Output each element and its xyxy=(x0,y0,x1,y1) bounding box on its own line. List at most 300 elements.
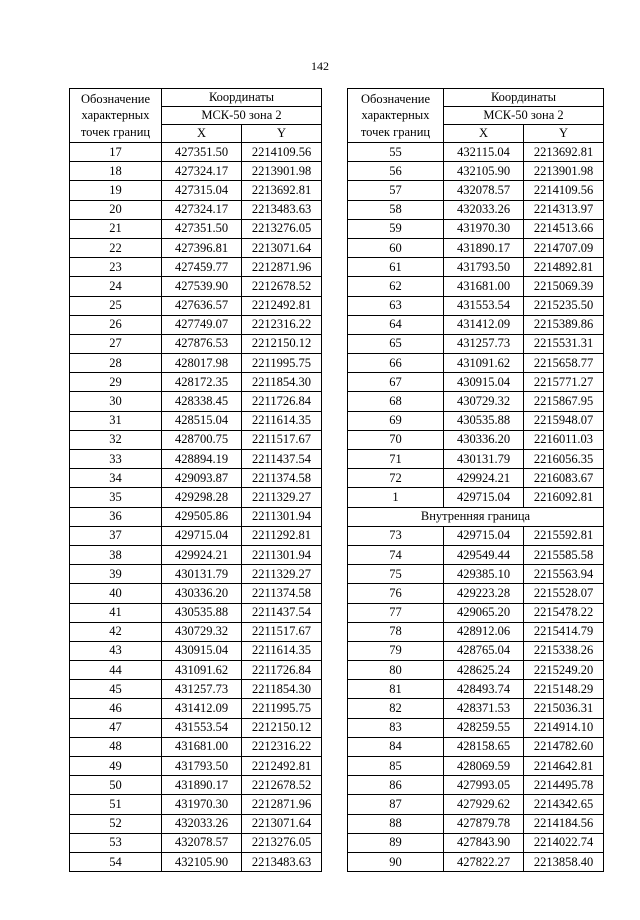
table-row xyxy=(70,507,322,526)
x-coordinate-cell: 429549.44 xyxy=(444,545,524,564)
table-row xyxy=(70,757,322,776)
point-number-cell: 46 xyxy=(70,699,162,718)
x-coordinate-cell: 429505.86 xyxy=(162,507,242,526)
x-coordinate-cell: 430131.79 xyxy=(162,565,242,584)
point-number-cell: 74 xyxy=(348,545,444,564)
y-coordinate-cell: 2214313.97 xyxy=(524,200,604,219)
y-coordinate-cell: 2211292.81 xyxy=(242,526,322,545)
point-number-cell: 79 xyxy=(348,641,444,660)
y-coordinate-cell: 2211374.58 xyxy=(242,469,322,488)
point-number-cell: 36 xyxy=(70,507,162,526)
point-number-cell: 26 xyxy=(70,315,162,334)
y-coordinate-cell: 2212150.12 xyxy=(242,334,322,353)
table-row xyxy=(70,545,322,564)
point-number-cell: 1 xyxy=(348,488,444,507)
point-number-cell: 64 xyxy=(348,315,444,334)
point-number-cell: 45 xyxy=(70,680,162,699)
x-column-header: X xyxy=(162,125,242,143)
y-coordinate-cell: 2213276.05 xyxy=(242,219,322,238)
table-row xyxy=(70,334,322,353)
x-coordinate-cell: 429924.21 xyxy=(162,545,242,564)
point-number-cell: 40 xyxy=(70,584,162,603)
x-coordinate-cell: 427351.50 xyxy=(162,143,242,162)
y-coordinate-cell: 2213071.64 xyxy=(242,238,322,257)
point-number-cell: 87 xyxy=(348,795,444,814)
point-number-cell: 71 xyxy=(348,450,444,469)
y-coordinate-cell: 2215478.22 xyxy=(524,603,604,622)
point-number-cell: 30 xyxy=(70,392,162,411)
y-coordinate-cell: 2213483.63 xyxy=(242,200,322,219)
table-row xyxy=(348,814,604,833)
point-number-cell: 78 xyxy=(348,622,444,641)
y-coordinate-cell: 2214109.56 xyxy=(242,143,322,162)
table-row xyxy=(70,852,322,871)
point-number-cell: 67 xyxy=(348,373,444,392)
x-coordinate-cell: 430336.20 xyxy=(162,584,242,603)
x-coordinate-cell: 428172.35 xyxy=(162,373,242,392)
table-row xyxy=(70,143,322,162)
table-row xyxy=(348,277,604,296)
x-coordinate-cell: 432033.26 xyxy=(444,200,524,219)
y-coordinate-cell: 2213692.81 xyxy=(242,181,322,200)
point-number-cell: 55 xyxy=(348,143,444,162)
y-coordinate-cell: 2215531.31 xyxy=(524,334,604,353)
table-row xyxy=(70,661,322,680)
x-coordinate-cell: 429715.04 xyxy=(444,488,524,507)
x-coordinate-cell: 429385.10 xyxy=(444,565,524,584)
point-number-cell: 56 xyxy=(348,162,444,181)
x-coordinate-cell: 431257.73 xyxy=(162,680,242,699)
table-row xyxy=(348,450,604,469)
table-row xyxy=(348,200,604,219)
point-number-cell: 19 xyxy=(70,181,162,200)
y-coordinate-cell: 2215658.77 xyxy=(524,354,604,373)
y-coordinate-cell: 2215867.95 xyxy=(524,392,604,411)
point-number-cell: 85 xyxy=(348,757,444,776)
y-coordinate-cell: 2216011.03 xyxy=(524,430,604,449)
y-coordinate-cell: 2211301.94 xyxy=(242,545,322,564)
header-line: характерных xyxy=(81,108,150,123)
point-number-cell: 28 xyxy=(70,354,162,373)
y-coordinate-cell: 2211854.30 xyxy=(242,373,322,392)
table-row xyxy=(70,526,322,545)
table-row xyxy=(70,795,322,814)
y-coordinate-cell: 2215414.79 xyxy=(524,622,604,641)
table-row xyxy=(70,680,322,699)
y-column-header: Y xyxy=(524,125,604,143)
y-coordinate-cell: 2214782.60 xyxy=(524,737,604,756)
y-coordinate-cell: 2215585.58 xyxy=(524,545,604,564)
table-row xyxy=(70,622,322,641)
right-table-body xyxy=(348,89,604,872)
point-number-cell: 51 xyxy=(70,795,162,814)
x-coordinate-cell: 427324.17 xyxy=(162,162,242,181)
y-coordinate-cell: 2212492.81 xyxy=(242,757,322,776)
x-coordinate-cell: 430729.32 xyxy=(162,622,242,641)
table-row xyxy=(348,622,604,641)
x-coordinate-cell: 427822.27 xyxy=(444,852,524,871)
x-coordinate-cell: 428894.19 xyxy=(162,450,242,469)
table-row xyxy=(348,296,604,315)
coordinates-header: Координаты xyxy=(444,89,604,107)
table-row xyxy=(348,852,604,871)
point-number-cell: 54 xyxy=(70,852,162,871)
point-number-cell: 44 xyxy=(70,661,162,680)
y-coordinate-cell: 2211329.27 xyxy=(242,565,322,584)
point-number-cell: 32 xyxy=(70,430,162,449)
table-row xyxy=(70,833,322,852)
x-coordinate-cell: 432078.57 xyxy=(162,833,242,852)
point-number-cell: 80 xyxy=(348,661,444,680)
point-number-cell: 20 xyxy=(70,200,162,219)
y-coordinate-cell: 2215528.07 xyxy=(524,584,604,603)
point-number-cell: 89 xyxy=(348,833,444,852)
x-coordinate-cell: 429093.87 xyxy=(162,469,242,488)
table-row xyxy=(348,334,604,353)
x-coordinate-cell: 431890.17 xyxy=(162,776,242,795)
table-row xyxy=(348,219,604,238)
table-row xyxy=(348,354,604,373)
x-coordinate-cell: 430915.04 xyxy=(162,641,242,660)
table-row xyxy=(70,296,322,315)
y-coordinate-cell: 2215948.07 xyxy=(524,411,604,430)
point-number-cell: 84 xyxy=(348,737,444,756)
point-number-cell: 21 xyxy=(70,219,162,238)
x-coordinate-cell: 428625.24 xyxy=(444,661,524,680)
x-coordinate-cell: 428371.53 xyxy=(444,699,524,718)
x-coordinate-cell: 430915.04 xyxy=(444,373,524,392)
x-coordinate-cell: 427539.90 xyxy=(162,277,242,296)
point-number-cell: 59 xyxy=(348,219,444,238)
header-row xyxy=(70,89,322,107)
x-coordinate-cell: 428765.04 xyxy=(444,641,524,660)
y-coordinate-cell: 2211995.75 xyxy=(242,699,322,718)
point-number-cell: 70 xyxy=(348,430,444,449)
table-row xyxy=(70,277,322,296)
point-number-cell: 60 xyxy=(348,238,444,257)
table-row xyxy=(70,200,322,219)
table-row xyxy=(70,776,322,795)
table-row xyxy=(70,181,322,200)
point-number-cell: 39 xyxy=(70,565,162,584)
point-number-cell: 52 xyxy=(70,814,162,833)
table-row xyxy=(348,392,604,411)
y-coordinate-cell: 2212150.12 xyxy=(242,718,322,737)
y-coordinate-cell: 2213071.64 xyxy=(242,814,322,833)
y-coordinate-cell: 2211329.27 xyxy=(242,488,322,507)
x-coordinate-cell: 430535.88 xyxy=(162,603,242,622)
y-coordinate-cell: 2215235.50 xyxy=(524,296,604,315)
x-coordinate-cell: 428259.55 xyxy=(444,718,524,737)
point-number-cell: 48 xyxy=(70,737,162,756)
table-row xyxy=(348,603,604,622)
table-row xyxy=(348,315,604,334)
point-number-cell: 34 xyxy=(70,469,162,488)
y-coordinate-cell: 2211301.94 xyxy=(242,507,322,526)
y-coordinate-cell: 2214022.74 xyxy=(524,833,604,852)
table-row xyxy=(70,238,322,257)
table-row xyxy=(70,718,322,737)
point-number-cell: 27 xyxy=(70,334,162,353)
point-number-cell: 53 xyxy=(70,833,162,852)
table-row xyxy=(348,699,604,718)
table-row xyxy=(348,258,604,277)
y-coordinate-cell: 2212492.81 xyxy=(242,296,322,315)
left-table-body xyxy=(70,89,322,872)
inner-boundary-label: Внутренняя граница xyxy=(348,507,604,526)
table-row xyxy=(70,354,322,373)
x-coordinate-cell: 427749.07 xyxy=(162,315,242,334)
y-coordinate-cell: 2213858.40 xyxy=(524,852,604,871)
point-number-cell: 69 xyxy=(348,411,444,430)
point-number-cell: 50 xyxy=(70,776,162,795)
table-row xyxy=(348,181,604,200)
y-coordinate-cell: 2214342.65 xyxy=(524,795,604,814)
x-coordinate-cell: 429065.20 xyxy=(444,603,524,622)
y-coordinate-cell: 2215249.20 xyxy=(524,661,604,680)
point-number-cell: 42 xyxy=(70,622,162,641)
table-row xyxy=(348,238,604,257)
x-coordinate-cell: 430336.20 xyxy=(444,430,524,449)
point-number-cell: 24 xyxy=(70,277,162,296)
point-number-cell: 35 xyxy=(70,488,162,507)
y-coordinate-cell: 2214109.56 xyxy=(524,181,604,200)
y-coordinate-cell: 2216092.81 xyxy=(524,488,604,507)
x-coordinate-cell: 431890.17 xyxy=(444,238,524,257)
header-line: точек границ xyxy=(80,124,151,139)
table-row xyxy=(348,584,604,603)
y-coordinate-cell: 2214513.66 xyxy=(524,219,604,238)
y-coordinate-cell: 2215563.94 xyxy=(524,565,604,584)
y-coordinate-cell: 2211614.35 xyxy=(242,411,322,430)
table-row xyxy=(348,661,604,680)
point-number-cell: 22 xyxy=(70,238,162,257)
y-coordinate-cell: 2213692.81 xyxy=(524,143,604,162)
x-coordinate-cell: 431970.30 xyxy=(162,795,242,814)
point-number-cell: 37 xyxy=(70,526,162,545)
x-coordinate-cell: 427993.05 xyxy=(444,776,524,795)
y-coordinate-cell: 2213483.63 xyxy=(242,852,322,871)
point-designation-header xyxy=(348,89,444,143)
coordinates-header: Координаты xyxy=(162,89,322,107)
table-row xyxy=(348,718,604,737)
point-number-cell: 41 xyxy=(70,603,162,622)
x-coordinate-cell: 428493.74 xyxy=(444,680,524,699)
table-row xyxy=(70,219,322,238)
coordinates-table-right xyxy=(347,88,604,872)
x-coordinate-cell: 430131.79 xyxy=(444,450,524,469)
table-row xyxy=(348,641,604,660)
point-number-cell: 61 xyxy=(348,258,444,277)
x-coordinate-cell: 427879.78 xyxy=(444,814,524,833)
inner-boundary-row xyxy=(348,507,604,526)
table-row xyxy=(348,545,604,564)
x-coordinate-cell: 432105.90 xyxy=(444,162,524,181)
x-coordinate-cell: 429223.28 xyxy=(444,584,524,603)
y-coordinate-cell: 2211854.30 xyxy=(242,680,322,699)
y-coordinate-cell: 2215036.31 xyxy=(524,699,604,718)
x-coordinate-cell: 431412.09 xyxy=(162,699,242,718)
x-coordinate-cell: 427351.50 xyxy=(162,219,242,238)
y-coordinate-cell: 2215771.27 xyxy=(524,373,604,392)
x-coordinate-cell: 432078.57 xyxy=(444,181,524,200)
x-coordinate-cell: 431793.50 xyxy=(444,258,524,277)
coordinates-table-left xyxy=(69,88,322,872)
point-number-cell: 77 xyxy=(348,603,444,622)
y-coordinate-cell: 2212871.96 xyxy=(242,795,322,814)
x-coordinate-cell: 431793.50 xyxy=(162,757,242,776)
y-coordinate-cell: 2214914.10 xyxy=(524,718,604,737)
table-row xyxy=(348,430,604,449)
x-coordinate-cell: 428912.06 xyxy=(444,622,524,641)
table-row xyxy=(70,584,322,603)
y-coordinate-cell: 2215148.29 xyxy=(524,680,604,699)
x-coordinate-cell: 431257.73 xyxy=(444,334,524,353)
point-number-cell: 29 xyxy=(70,373,162,392)
x-coordinate-cell: 428515.04 xyxy=(162,411,242,430)
y-coordinate-cell: 2211726.84 xyxy=(242,392,322,411)
point-number-cell: 47 xyxy=(70,718,162,737)
coordinate-system-header: МСК-50 зона 2 xyxy=(162,107,322,125)
point-number-cell: 43 xyxy=(70,641,162,660)
x-coordinate-cell: 430729.32 xyxy=(444,392,524,411)
y-coordinate-cell: 2212316.22 xyxy=(242,737,322,756)
point-number-cell: 72 xyxy=(348,469,444,488)
x-column-header: X xyxy=(444,125,524,143)
coordinate-system-header: МСК-50 зона 2 xyxy=(444,107,604,125)
y-coordinate-cell: 2211517.67 xyxy=(242,622,322,641)
table-row xyxy=(70,315,322,334)
x-coordinate-cell: 431553.54 xyxy=(444,296,524,315)
x-coordinate-cell: 428069.59 xyxy=(444,757,524,776)
x-coordinate-cell: 427876.53 xyxy=(162,334,242,353)
table-row xyxy=(348,143,604,162)
y-coordinate-cell: 2214184.56 xyxy=(524,814,604,833)
point-number-cell: 76 xyxy=(348,584,444,603)
table-row xyxy=(348,488,604,507)
point-number-cell: 49 xyxy=(70,757,162,776)
point-number-cell: 33 xyxy=(70,450,162,469)
point-number-cell: 23 xyxy=(70,258,162,277)
header-line: характерных xyxy=(361,108,430,123)
y-coordinate-cell: 2213901.98 xyxy=(242,162,322,181)
table-row xyxy=(348,833,604,852)
x-coordinate-cell: 427459.77 xyxy=(162,258,242,277)
point-number-cell: 63 xyxy=(348,296,444,315)
table-row xyxy=(348,737,604,756)
table-row xyxy=(70,373,322,392)
table-row xyxy=(348,469,604,488)
x-coordinate-cell: 431970.30 xyxy=(444,219,524,238)
x-coordinate-cell: 428338.45 xyxy=(162,392,242,411)
y-coordinate-cell: 2212678.52 xyxy=(242,776,322,795)
table-row xyxy=(70,488,322,507)
x-coordinate-cell: 429298.28 xyxy=(162,488,242,507)
y-column-header: Y xyxy=(242,125,322,143)
x-coordinate-cell: 431681.00 xyxy=(444,277,524,296)
x-coordinate-cell: 431681.00 xyxy=(162,737,242,756)
x-coordinate-cell: 427843.90 xyxy=(444,833,524,852)
y-coordinate-cell: 2215069.39 xyxy=(524,277,604,296)
y-coordinate-cell: 2216083.67 xyxy=(524,469,604,488)
x-coordinate-cell: 428017.98 xyxy=(162,354,242,373)
table-row xyxy=(70,737,322,756)
y-coordinate-cell: 2212678.52 xyxy=(242,277,322,296)
point-number-cell: 38 xyxy=(70,545,162,564)
y-coordinate-cell: 2213276.05 xyxy=(242,833,322,852)
point-designation-header xyxy=(70,89,162,143)
y-coordinate-cell: 2215338.26 xyxy=(524,641,604,660)
y-coordinate-cell: 2211517.67 xyxy=(242,430,322,449)
table-row xyxy=(348,526,604,545)
y-coordinate-cell: 2214707.09 xyxy=(524,238,604,257)
point-number-cell: 82 xyxy=(348,699,444,718)
table-row xyxy=(348,680,604,699)
x-coordinate-cell: 427636.57 xyxy=(162,296,242,315)
header-line: Обозначение xyxy=(80,91,151,106)
table-row xyxy=(70,430,322,449)
table-row xyxy=(348,565,604,584)
x-coordinate-cell: 431091.62 xyxy=(162,661,242,680)
point-number-cell: 81 xyxy=(348,680,444,699)
table-row xyxy=(70,469,322,488)
point-number-cell: 90 xyxy=(348,852,444,871)
table-row xyxy=(70,641,322,660)
x-coordinate-cell: 429715.04 xyxy=(162,526,242,545)
x-coordinate-cell: 429924.21 xyxy=(444,469,524,488)
point-number-cell: 31 xyxy=(70,411,162,430)
page-number: 142 xyxy=(311,59,329,73)
point-number-cell: 88 xyxy=(348,814,444,833)
table-row xyxy=(70,565,322,584)
x-coordinate-cell: 432033.26 xyxy=(162,814,242,833)
table-row xyxy=(70,814,322,833)
y-coordinate-cell: 2211437.54 xyxy=(242,603,322,622)
table-row xyxy=(70,411,322,430)
table-row xyxy=(70,699,322,718)
x-coordinate-cell: 430535.88 xyxy=(444,411,524,430)
y-coordinate-cell: 2211995.75 xyxy=(242,354,322,373)
table-row xyxy=(70,450,322,469)
y-coordinate-cell: 2212871.96 xyxy=(242,258,322,277)
header-row xyxy=(348,89,604,107)
point-number-cell: 25 xyxy=(70,296,162,315)
y-coordinate-cell: 2212316.22 xyxy=(242,315,322,334)
point-number-cell: 18 xyxy=(70,162,162,181)
y-coordinate-cell: 2211614.35 xyxy=(242,641,322,660)
point-number-cell: 68 xyxy=(348,392,444,411)
y-coordinate-cell: 2211726.84 xyxy=(242,661,322,680)
table-row xyxy=(348,411,604,430)
point-number-cell: 65 xyxy=(348,334,444,353)
point-number-cell: 75 xyxy=(348,565,444,584)
table-row xyxy=(70,258,322,277)
y-coordinate-cell: 2214642.81 xyxy=(524,757,604,776)
x-coordinate-cell: 429715.04 xyxy=(444,526,524,545)
x-coordinate-cell: 431412.09 xyxy=(444,315,524,334)
table-row xyxy=(70,603,322,622)
table-row xyxy=(70,392,322,411)
x-coordinate-cell: 427315.04 xyxy=(162,181,242,200)
y-coordinate-cell: 2215389.86 xyxy=(524,315,604,334)
y-coordinate-cell: 2211437.54 xyxy=(242,450,322,469)
y-coordinate-cell: 2213901.98 xyxy=(524,162,604,181)
y-coordinate-cell: 2216056.35 xyxy=(524,450,604,469)
y-coordinate-cell: 2214892.81 xyxy=(524,258,604,277)
point-number-cell: 86 xyxy=(348,776,444,795)
point-number-cell: 17 xyxy=(70,143,162,162)
point-number-cell: 58 xyxy=(348,200,444,219)
